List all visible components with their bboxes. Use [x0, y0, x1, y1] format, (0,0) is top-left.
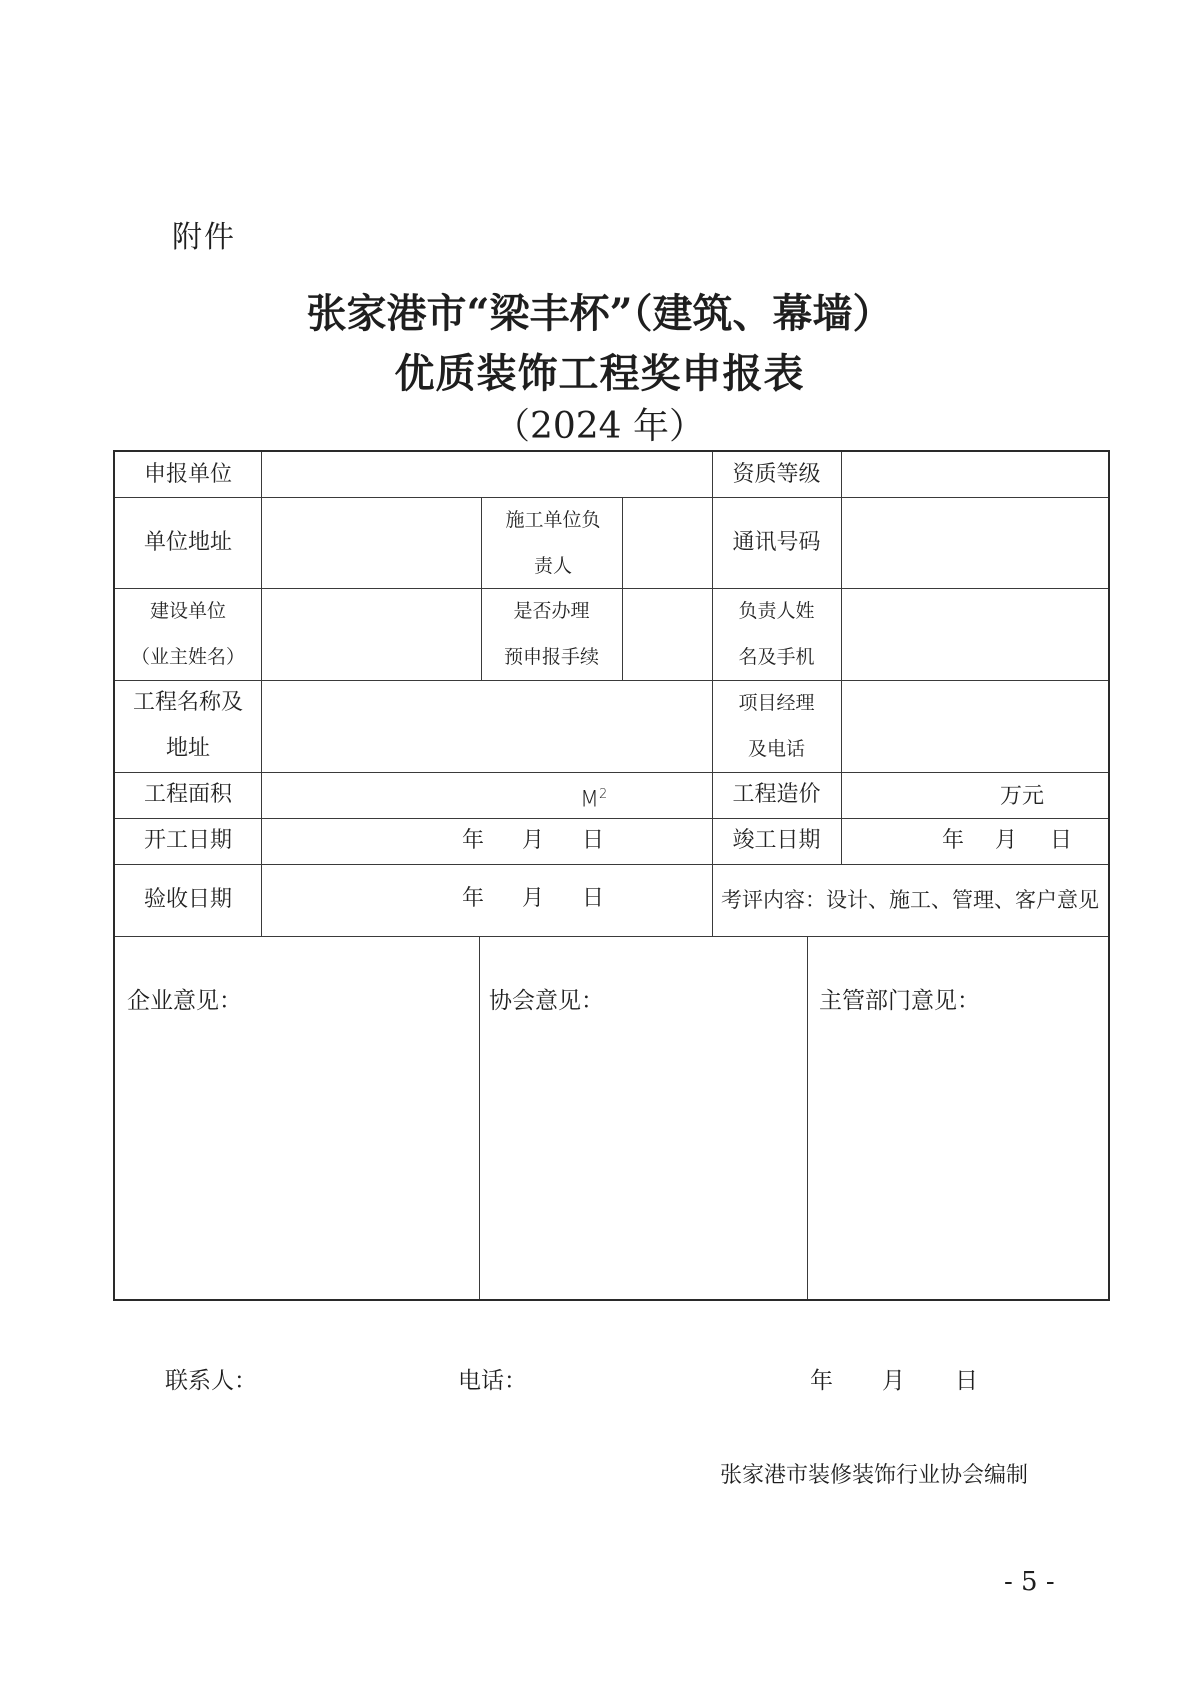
label-builder-line2: （业主姓名）: [130, 646, 245, 668]
end-date-day: 日: [1050, 828, 1073, 853]
cost-unit: 万元: [1000, 784, 1045, 809]
label-project-name-line1: 工程名称及: [132, 690, 243, 715]
col-divider: [807, 936, 808, 1299]
label-leader-phone-line2: 名及手机: [738, 646, 815, 668]
page-number: - 5 -: [1004, 1567, 1055, 1597]
field-cost[interactable]: [842, 772, 1108, 818]
label-builder: [115, 588, 261, 680]
authority-opinion-field[interactable]: [813, 1022, 1103, 1292]
association-opinion-field[interactable]: [485, 1022, 801, 1292]
field-pre-registration[interactable]: [623, 588, 712, 680]
field-construction-leader[interactable]: [623, 497, 712, 588]
enterprise-opinion-label: 企业意见：: [127, 988, 242, 1014]
label-applicant-unit: 申报单位: [143, 461, 232, 487]
label-cost: 工程造价: [732, 782, 821, 807]
label-unit-address: 单位地址: [143, 529, 232, 555]
phone-label: 电话：: [458, 1368, 527, 1394]
acceptance-date-day: 日: [582, 886, 605, 911]
label-qualification-level: 资质等级: [732, 461, 821, 487]
footer-year: 年: [810, 1368, 833, 1394]
end-date-year: 年: [942, 828, 965, 853]
label-pre-registration-line1: 是否办理: [513, 600, 590, 622]
label-project-manager-line1: 项目经理: [738, 692, 815, 714]
field-project-name[interactable]: [262, 680, 712, 772]
page-title-line2: 优质装饰工程奖申报表: [394, 350, 805, 397]
enterprise-opinion-field[interactable]: [123, 1022, 473, 1292]
field-builder[interactable]: [262, 588, 481, 680]
label-contact-number: 通讯号码: [732, 529, 821, 555]
label-end-date: 竣工日期: [732, 828, 821, 853]
field-acceptance-date[interactable]: [262, 864, 712, 936]
label-project-name: [115, 680, 261, 772]
end-date-month: 月: [995, 828, 1018, 853]
association-opinion-label: 协会意见：: [489, 988, 604, 1014]
label-leader-phone-line1: 负责人姓: [738, 600, 815, 622]
field-contact-number[interactable]: [842, 497, 1108, 588]
field-leader-phone[interactable]: [842, 588, 1108, 680]
contact-person-label: 联系人：: [165, 1368, 257, 1394]
acceptance-date-month: 月: [522, 886, 545, 911]
label-project-manager: [712, 680, 841, 772]
label-construction-leader: 施工单位负责人: [505, 508, 601, 577]
field-unit-address[interactable]: [262, 497, 481, 588]
label-start-date: 开工日期: [143, 828, 232, 853]
start-date-year: 年: [462, 828, 485, 853]
field-area[interactable]: [262, 772, 712, 818]
label-project-name-line2: 地址: [165, 736, 210, 761]
compiler-note: 张家港市装修装饰行业协会编制: [720, 1463, 1029, 1488]
label-pre-registration: [481, 588, 622, 680]
field-end-date[interactable]: [842, 818, 1108, 864]
field-start-date[interactable]: [262, 818, 712, 864]
label-area: 工程面积: [143, 782, 232, 807]
col-divider: [479, 936, 480, 1299]
field-qualification-level[interactable]: [842, 452, 1108, 497]
evaluation-content: 考评内容：设计、施工、管理、客户意见: [721, 888, 1099, 912]
field-applicant-unit[interactable]: [262, 452, 712, 497]
attachment-label: 附件: [172, 220, 236, 255]
footer-day: 日: [955, 1368, 978, 1394]
page-title-line1: 张家港市“梁丰杯”（建筑、幕墙）: [306, 290, 893, 337]
page-title-year: （2024 年）: [493, 406, 706, 447]
label-leader-phone: [712, 588, 841, 680]
row-divider: [115, 936, 1108, 937]
label-acceptance-date: 验收日期: [143, 887, 232, 912]
acceptance-date-year: 年: [462, 886, 485, 911]
authority-opinion-label: 主管部门意见：: [819, 988, 980, 1014]
label-project-manager-line2: 及电话: [747, 738, 805, 760]
start-date-day: 日: [582, 828, 605, 853]
footer-month: 月: [882, 1368, 905, 1394]
field-project-manager[interactable]: [842, 680, 1108, 772]
application-form-table: [113, 450, 1110, 1301]
area-unit: $M^2$: [580, 787, 608, 813]
label-pre-registration-line2: 预申报手续: [503, 646, 599, 668]
label-builder-line1: 建设单位: [149, 600, 226, 622]
start-date-month: 月: [522, 828, 545, 853]
